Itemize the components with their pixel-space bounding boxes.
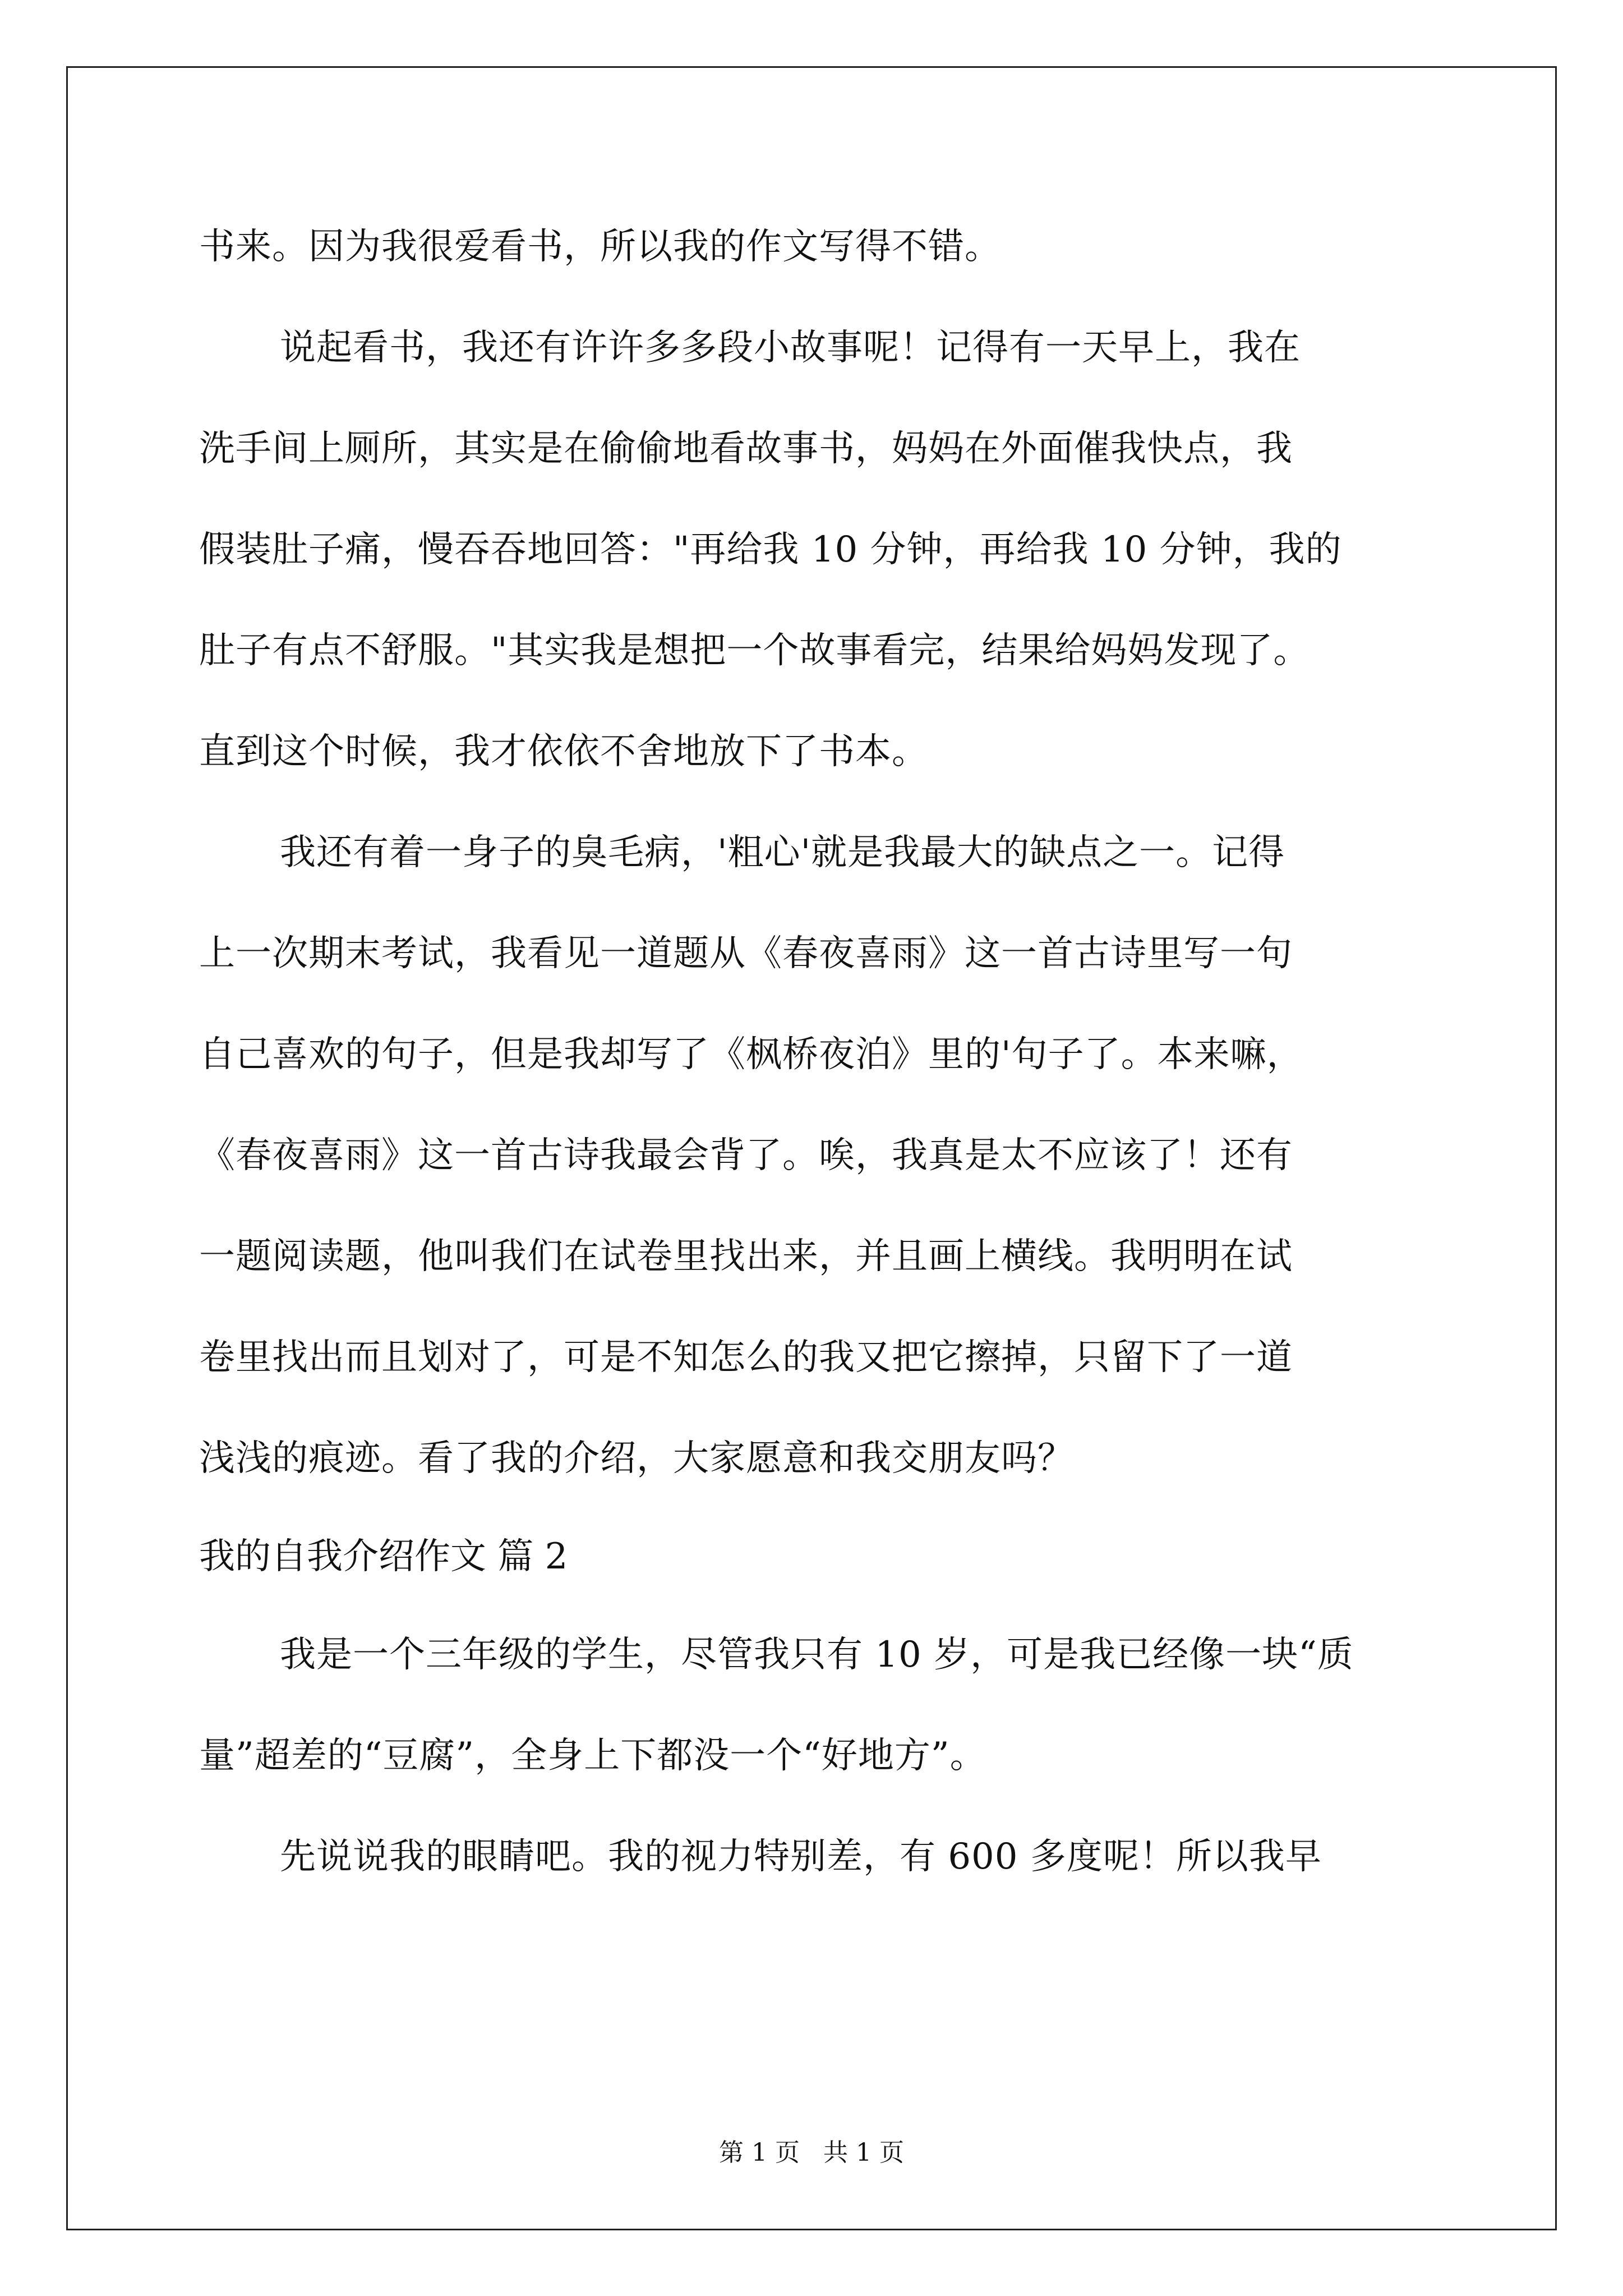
text-line: 浅浅的痕迹。看了我的介绍，大家愿意和我交朋友吗？ bbox=[199, 1438, 1074, 1479]
text-line: 我还有着一身子的臭毛病，'粗心'就是我最大的缺点之一。记得 bbox=[280, 832, 1285, 873]
text-line: 自己喜欢的句子，但是我却写了《枫桥夜泊》里的'句子了。本来嘛， bbox=[199, 1034, 1303, 1075]
text-line: 洗手间上厕所，其实是在偷偷地看故事书，妈妈在外面催我快点，我 bbox=[199, 428, 1293, 470]
page-footer: 第 1 页 共 1 页 bbox=[719, 2138, 904, 2167]
text-line: 我是一个三年级的学生，尽管我只有 10 岁，可是我已经像一块“质 bbox=[280, 1634, 1354, 1676]
text-line: 假装肚子痛，慢吞吞地回答："再给我 10 分钟，再给我 10 分钟，我的 bbox=[199, 529, 1342, 570]
section-title: 我的自我介绍作文 篇 2 bbox=[199, 1536, 568, 1577]
text-line: 先说说我的眼睛吧。我的视力特别差，有 600 多度呢！所以我早 bbox=[280, 1836, 1322, 1878]
text-line: 《春夜喜雨》这一首古诗我最会背了。唉，我真是太不应该了！还有 bbox=[199, 1135, 1293, 1176]
text-line: 说起看书，我还有许许多多段小故事呢！记得有一天早上，我在 bbox=[280, 327, 1301, 369]
text-line: 一题阅读题，他叫我们在试卷里找出来，并且画上横线。我明明在试 bbox=[199, 1236, 1293, 1277]
document-body bbox=[199, 196, 1433, 1907]
text-line: 直到这个时候，我才依依不舍地放下了书本。 bbox=[199, 731, 928, 772]
text-line: 量”超差的“豆腐”，全身上下都没一个“好地方”。 bbox=[199, 1735, 986, 1777]
text-line: 书来。因为我很爱看书，所以我的作文写得不错。 bbox=[199, 226, 1001, 268]
text-line: 卷里找出而且划对了，可是不知怎么的我又把它擦掉，只留下了一道 bbox=[199, 1337, 1293, 1378]
text-line: 肚子有点不舒服。"其实我是想把一个故事看完，结果给妈妈发现了。 bbox=[199, 630, 1310, 671]
text-line: 上一次期末考试，我看见一道题从《春夜喜雨》这一首古诗里写一句 bbox=[199, 933, 1293, 974]
